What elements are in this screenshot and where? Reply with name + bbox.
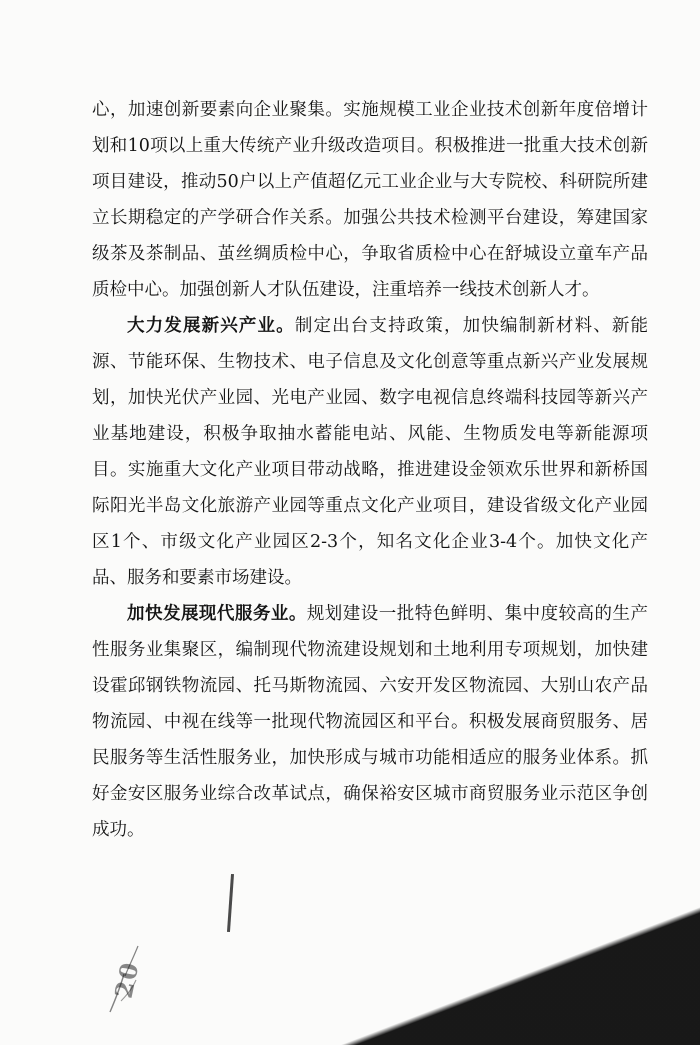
paragraph-2-text: 制定出台支持政策，加快编制新材料、新能源、节能环保、生物技术、电子信息及文化创意等重点新兴产业发展规划，加快光伏产业园、光电产业园、数字电视信息终端科技园等新兴产业基地建设，积极争取抽水蓄能电站、风能、生物质发电等新能源项目。实施重大文化产业项目带动战略，推进建设金领欢乐世界和新桥国际阳光半岛文化旅游产业园等重点文化产业项目，建设省级文化产业园区1个、市级文化产业园区2-3个，知名文化企业3-4个。加快文化产品、服务和要素市场建设。 — [92, 316, 649, 588]
paragraph-3-heading: 加快发展现代服务业。 — [127, 604, 307, 624]
paragraph-3-text: 规划建设一批特色鲜明、集中度较高的生产性服务业集聚区，编制现代物流建设规划和土地利用专项规划，加快建设霍邱钢铁物流园、托马斯物流园、六安开发区物流园、大别山农产品物流园、中视在线等一批现代物流园区和平台。积极发展商贸服务、居民服务等生活性服务业，加快形成与城市功能相适应的服务业体系。抓好金安区服务业综合改革试点，确保裕安区城市商贸服务业示范区争创成功。 — [92, 604, 649, 840]
document-body — [92, 92, 648, 848]
page-number: 20 — [108, 958, 145, 1001]
paragraph-2-heading: 大力发展新兴产业。 — [127, 316, 295, 336]
paragraph-2 — [92, 308, 648, 596]
paragraph-3 — [92, 596, 648, 848]
scan-mark — [227, 874, 234, 932]
scan-shadow — [187, 906, 700, 1045]
paragraph-1 — [92, 92, 648, 308]
paragraph-1-text: 心，加速创新要素向企业聚集。实施规模工业企业技术创新年度倍增计划和10项以上重大传统产业升级改造项目。积极推进一批重大技术创新项目建设，推动50户以上产值超亿元工业企业与大专院校、科研院所建立长期稳定的产学研合作关系。加强公共技术检测平台建设，筹建国家级茶及茶制品、茧丝绸质检中心，争取省质检中心在舒城设立童车产品质检中心。加强创新人才队伍建设，注重培养一线技术创新人才。 — [92, 100, 648, 300]
